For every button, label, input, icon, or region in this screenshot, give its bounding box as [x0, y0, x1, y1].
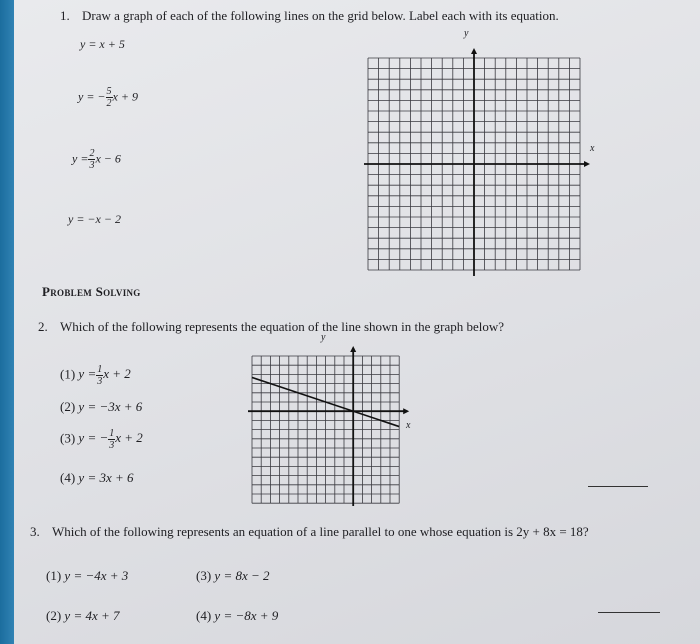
q2-prompt: Which of the following represents the equation of the line shown in the graph below? — [60, 319, 505, 334]
q1-x-axis-label: x — [590, 143, 595, 154]
choice-text: y = −3x + 6 — [78, 399, 143, 414]
q2-choice-2 — [60, 399, 142, 415]
fraction-denominator: 3 — [109, 440, 115, 451]
q2-y-axis-label: y — [321, 332, 326, 343]
q3-answer-line — [598, 612, 660, 613]
q1-equation-2-fraction — [106, 86, 113, 109]
choice-label: (4) — [196, 608, 212, 623]
q2-choice-4 — [60, 470, 134, 486]
choice-text: y = 4x + 7 — [64, 608, 120, 623]
choice-label: (2) — [60, 399, 76, 414]
q1-equation-3 — [72, 148, 121, 171]
choice-label: (1) — [60, 366, 76, 382]
choice-text: y = 8x − 2 — [214, 568, 270, 583]
q1-prompt: Draw a graph of each of the following lines on the grid below. Label each with its equation. — [82, 8, 559, 23]
q2-coordinate-grid — [246, 346, 410, 506]
y-axis-arrow-icon — [471, 48, 477, 54]
q1-y-axis-label: y — [464, 28, 469, 39]
fraction-denominator: 3 — [97, 376, 103, 387]
fraction-numerator: 2 — [89, 148, 95, 159]
fraction-denominator: 3 — [89, 160, 95, 171]
section-title: Problem Solving — [42, 284, 141, 299]
q1-equation-1 — [80, 37, 125, 52]
q2-x-axis-label: x — [406, 420, 411, 431]
choice-label: (4) — [60, 470, 76, 485]
choice-text: y = 3x + 6 — [78, 470, 134, 485]
q1-equation-2-lead: y = − — [78, 89, 106, 104]
choice-tail: x + 2 — [115, 430, 143, 446]
x-axis-arrow-icon — [584, 161, 590, 167]
q2-choice-1 — [60, 364, 131, 387]
q3-choice-1 — [46, 568, 128, 584]
q1-equation-3-lead: y = — [72, 151, 89, 166]
q1-equation-3-tail: x − 6 — [95, 151, 121, 166]
choice-text: y = −4x + 3 — [64, 568, 129, 583]
choice-tail: x + 2 — [103, 366, 131, 382]
choice-lead: y = − — [78, 430, 109, 446]
q1-equation-1-text: y = x + 5 — [80, 37, 125, 51]
fraction-denominator: 2 — [106, 98, 112, 109]
q3-choice-2 — [46, 608, 120, 624]
choice-lead: y = — [78, 366, 97, 382]
q1-equation-4 — [68, 212, 121, 227]
choice-label: (3) — [196, 568, 212, 583]
q3-prompt: Which of the following represents an equation of a line parallel to one whose equation is 2y + 8x = 18? — [52, 524, 589, 539]
choice-label: (2) — [46, 608, 62, 623]
q1-equation-2 — [78, 86, 138, 109]
q3-number: 3. — [30, 524, 40, 539]
q2-answer-line — [588, 486, 648, 487]
fraction-numerator: 1 — [97, 364, 103, 375]
fraction-numerator: 1 — [109, 428, 115, 439]
q2-number: 2. — [38, 319, 48, 334]
q1-coordinate-grid — [356, 46, 606, 276]
q1-equation-4-text: y = −x − 2 — [68, 212, 121, 226]
y-axis-arrow-icon — [350, 346, 356, 352]
q2-choice-3 — [60, 428, 143, 451]
choice-label: (1) — [46, 568, 62, 583]
choice-text: y = −8x + 9 — [214, 608, 279, 623]
fraction-numerator: 5 — [106, 86, 112, 97]
q3-choice-4 — [196, 608, 278, 624]
q3-choice-3 — [196, 568, 270, 584]
q1-equation-2-tail: x + 9 — [112, 89, 138, 104]
q1-number: 1. — [60, 8, 70, 23]
x-axis-arrow-icon — [403, 408, 409, 414]
choice-label: (3) — [60, 430, 76, 446]
